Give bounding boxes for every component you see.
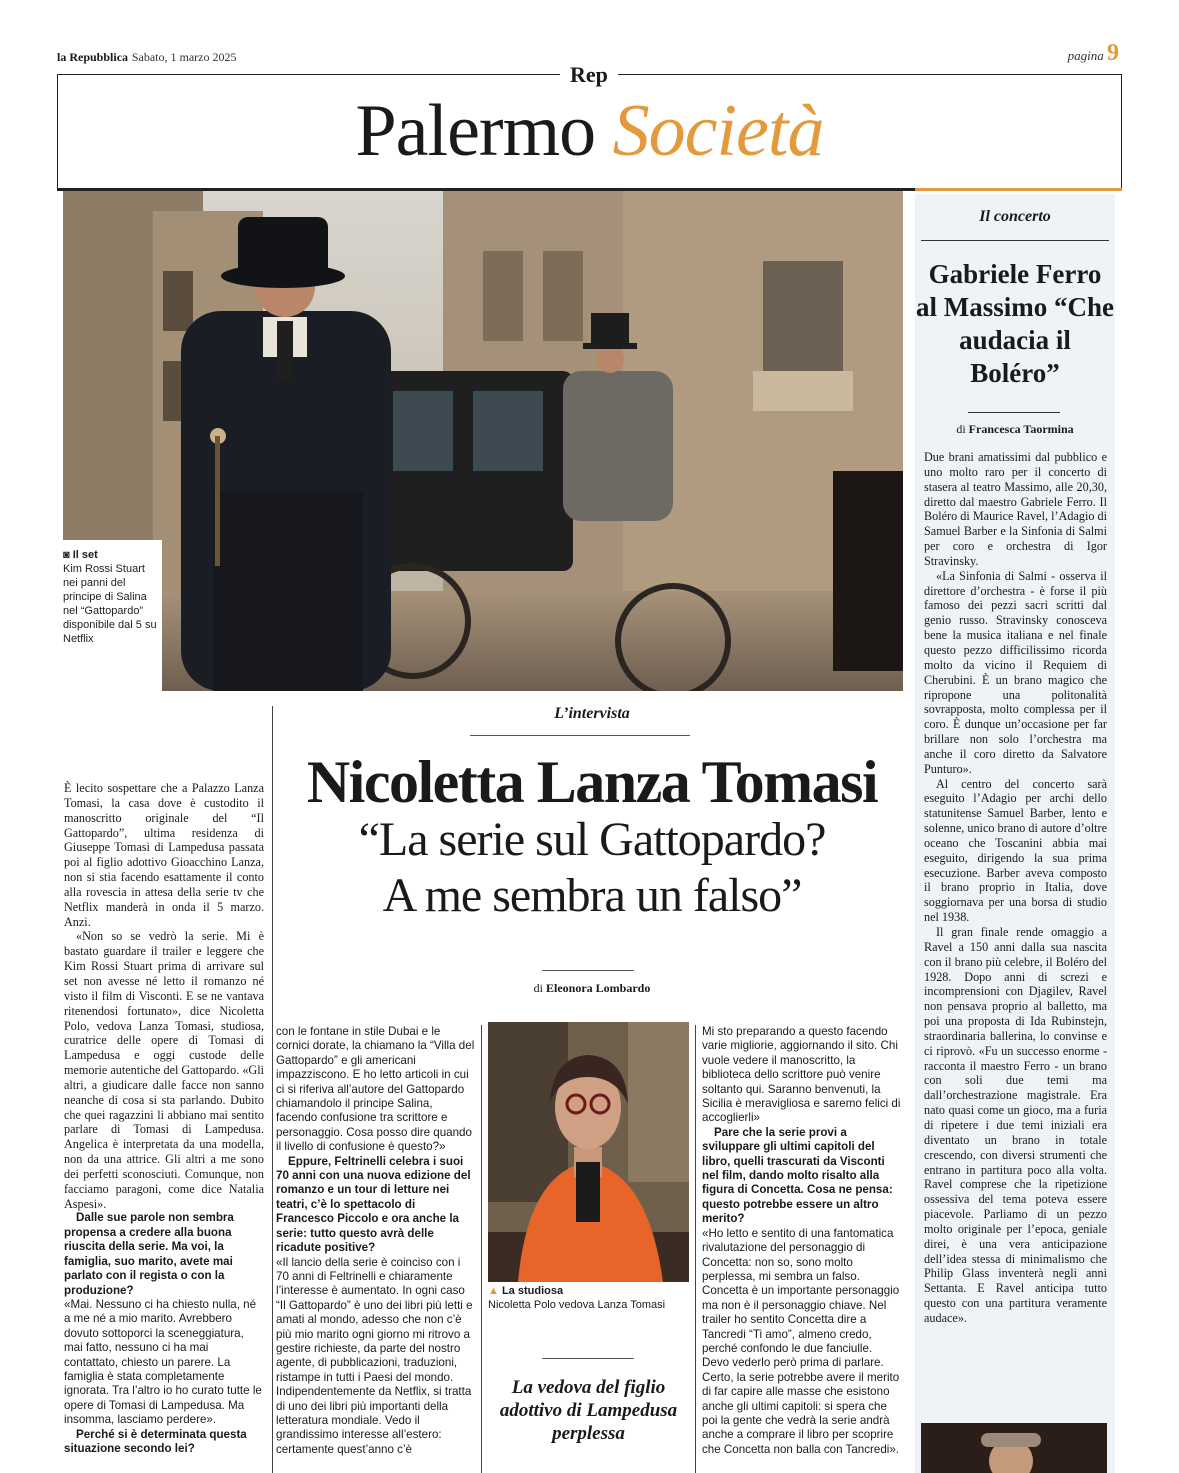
article-deck [272,812,912,924]
triangle-icon: ▲ [488,1285,499,1297]
sidebar-photo [921,1423,1107,1473]
section-title [0,86,1179,176]
section-city: Palermo [355,90,596,172]
sidebar-rule [921,240,1109,241]
article-paragraph: È lecito sospettare che a Palazzo Lanza Tomasi, la casa dove è custodito il manoscritto originale del “Il Gattopardo”, ultima residenza di Giuseppe Tomasi di Lampedusa passata poi al figlio adottivo Gioacchino Lanza, non si stia facendo esattamente il conto alla rovescia in attesa della serie tv che Netflix manderà in onda il 5 marzo. Anzi. [64,781,264,929]
sidebar-kicker: Il concerto [979,208,1051,225]
sidebar-paragraph: Due brani amatissimi dal pubblico e uno molto raro per il concerto di stasera al teatro Massimo, alle 20,30, diretto dal maestro Gabriele Ferro. Il Boléro di Maurice Ravel, l’Adagio di Samuel Barber e la Sinfonia di Salmi per coro e orchestra di Igor Stravinsky. [924,450,1107,568]
interview-answer: «Ho letto e sentito di una fantomatica rivalutazione del personaggio di Concetta: non so, sono molto perplessa, mi sembra un falso. Concetta è un importante personaggio ma non è il personaggio chiave. Nel trailer ho sentito Concetta dire a Tancredi “Ti amo”, almeno credo, perché confondo le due fanciulle. Devo vederlo però prima di parlare. Certo, la serie potrebbe avere il merito di far capire alle masse che esistono anche gli ultimi capitoli: si spera che poi la gente che vedrà la serie andrà anche a comprare il libro per scoprire che Concetta non balla con Tancredi». [702,1226,900,1456]
interview-question: Perché si è determinata questa situazione secondo lei? [64,1427,247,1455]
article-column-4 [702,1025,902,1457]
portrait-photo [488,1022,689,1282]
article-column-1 [64,781,264,1456]
page-number [1068,40,1119,67]
interview-question: Eppure, Feltrinelli celebra i suoi 70 anni con una nuova edizione del romanzo e un tour di letture nei teatri, c’è lo spettacolo di Francesco Piccolo e ora anche la serie: tutto questo avrà delle ricadute positive? [276,1154,471,1255]
photo-caption-title: ◙ Il set [63,549,98,561]
photo-caption [63,540,162,691]
portrait-caption [488,1284,698,1312]
kicker-rule [470,735,690,736]
lead-photo [63,191,903,691]
interview-answer: con le fontane in stile Dubai e le cornici dorate, la chiamano la “Villa del Gattopardo” e gli americani impazziscono. E ho letto articoli in cui ci si riferiva all’autore del Gattopardo chiamandolo il principe Salina, facendo confusione tra scrittore e personaggio. Cosa posso dire quando il livello di confusione è questo?» [276,1025,475,1154]
article-headline: Nicoletta Lanza Tomasi [306,749,878,815]
section-name: Società [612,90,824,172]
sidebar-paragraph: Al centro del concerto sarà eseguito l’Adagio per archi dello statunitense Samuel Barber, lento e solenne, unico brano di autore d’oltre oceano che Toscanini abbia mai eseguito, dirigendo la sua prima esecuzione. Barber aveva composto il brano proprio in Italia, dove soggiornava per una borsa di studio nel 1938. [924,776,1107,925]
sidebar-accent-rule [915,188,1122,191]
interview-answer: «Mai. Nessuno ci ha chiesto nulla, né a me né a mio marito. Avrebbero dovuto sottoporci la sceneggiatura, mai fatto, nessuno ci ha mai contattato, chiesto un parere. La famiglia è stata completamente ignorata. Tra l’altro io ho curato tutte le opere di Tomasi di Lampedusa. Ma insomma, lasciamo perdere». [64,1297,262,1427]
page-number-value: 9 [1107,40,1119,66]
sidebar-paragraph: Il gran finale rende omaggio a Ravel a 150 anni dalla sua nascita con il brano più celebre, il Boléro del 1928. Dopo anni di screzi e incomprensioni con Djagilev, Ravel non pensava proprio al balletto, ma poi una proposta di Ida Rubinstejn, straordinaria ballerina, lo convinse e ci riprovò. «Fu un successo enorme - racconta il maestro Ferro - un brano con soli due temi ma dall’orchestrazione magistrale. Era nato quasi come un gioco, ma a furia di ripetere i due temi iniziali era diventato un brano in totale crescendo, con diversi strumenti che entrano in partitura poco alla volta. Ravel comprese che la ripetizione ossessiva del tema poteva essere piacevole. Parliamo di un pezzo molto originale per l’epoca, geniale direi, è una vera anticipazione dell’idea stessa di minimalismo che Philip Glass inventerà negli anni Settanta. E Ravel anticipa tutto questo con una partitura veramente audace». [924,925,1107,1325]
article-column-2 [276,1025,476,1457]
rep-tag: Rep [560,62,618,88]
pullquote: La vedova del figlio adottivo di Lampedusa perplessa [499,1377,678,1444]
deck-line: “La serie sul Gattopardo? [358,813,826,866]
sidebar-paragraph: «La Sinfonia di Salmi - osserva il direttore d’orchestra - è forse il più famoso dei pezzi sacri scritti dal genio russo. Stravinsky conosceva bene la musica italiana e nel finale questo pezzo difficilissimo ricorda molto da vicino il Requiem di Cherubini. È un brano magico che ripropone una politonalità sovrapposta, molto complessa per il coro. È dunque un’occasione per far brillare non solo l’orchestra ma anche il coro diretto da Salvatore Punturo». [924,568,1107,776]
photo-caption-text: Kim Rossi Stuart nei panni del principe di Salina nel “Gattopardo” disponibile dal 5 su Netflix [63,563,157,645]
issue-date: Sabato, 1 marzo 2025 [131,50,237,64]
newspaper-brand: la Repubblica [57,50,129,64]
sidebar-author: Francesca Taormina [968,422,1074,436]
sidebar-title: Gabriele Ferro al Massimo “Che audacia il Boléro” [916,259,1114,388]
article-byline: di Eleonora Lombardo [533,981,651,995]
sidebar-byline-rule [968,412,1060,413]
camera-icon: ◙ [63,549,73,561]
portrait-caption-text: Nicoletta Polo vedova Lanza Tomasi [488,1299,666,1311]
article-author: Eleonora Lombardo [546,981,651,995]
masthead [57,50,237,65]
interview-answer: «Il lancio della serie è coinciso con i 70 anni di Feltrinelli e chiaramente l’interesse è aumentato. In ogni caso “Il Gattopardo” è uno dei libri più letti e amati al mondo, adesso che non c’è più mio marito ogni giorno mi ritrovo a gestire richieste, da parte del nostro agente, di pubblicazioni, traduzioni, ristampe in tutti i Paesi del mondo. Indipendentemente da Netflix, si tratta di uno dei libri più importanti della letteratura mondiale. Vedo il grandissimo interesse all’estero: certamente quest’anno c’è [276,1255,473,1456]
sidebar-byline: di Francesca Taormina [956,422,1074,436]
portrait-caption-title: ▲ La studiosa [488,1285,564,1297]
pullquote-rule [542,1358,634,1359]
byline-rule [542,970,634,971]
deck-line: A me sembra un falso” [382,869,802,922]
article-kicker: L’intervista [554,705,630,722]
page-label: pagina [1067,48,1104,63]
article-paragraph: «Non so se vedrò la serie. Mi è bastato guardare il trailer e leggere che Kim Rossi Stuart prima di arrivare sul set non avesse né letto il romanzo né visto il film di Visconti. E se ne vantava ritenendosi fortunato», dice Nicoletta Polo, vedova Lanza Tomasi, studiosa, curatrice delle opere di Tomasi di Lampedusa e oggi custode delle memorie autentiche del Gattopardo. «Gli altri, a giudicare dalle facce non sanno neanche di cosa si sta parlando. Dubito che quei ragazzini li abbiano mai sentito parlare di Tomasi di Lampedusa. Angelica è interpretata da una modella, non da una attrice. Gli altri a me sono dei perfetti sconosciuti. Comunque, non facciamo paragoni, come dice Natalia Aspesi». [64,929,265,1211]
sidebar-body [924,450,1107,1326]
interview-answer: Mi sto preparando a questo facendo varie migliorie, aggiornando il sito. Chi vuole vedere il manoscritto, la biblioteca dello scrittore può venire soltanto qui. Saranno benvenuti, la Sicilia è meravigliosa e saremo felici di accoglierli» [702,1025,901,1125]
interview-question: Dalle sue parole non sembra propensa a credere alla buona riuscita della serie. Ma voi, la famiglia, suo marito, avete mai parlato con il regista o con la produzione? [64,1211,234,1297]
interview-question: Pare che la serie provi a sviluppare gli ultimi capitoli del libro, quelli trascurati da Visconti nel film, dando molto risalto alla figura di Concetta. Cosa ne pensa: questo potrebbe essere un altro merito? [702,1125,893,1226]
column-rule [481,1025,482,1473]
column-rule [695,1025,696,1473]
